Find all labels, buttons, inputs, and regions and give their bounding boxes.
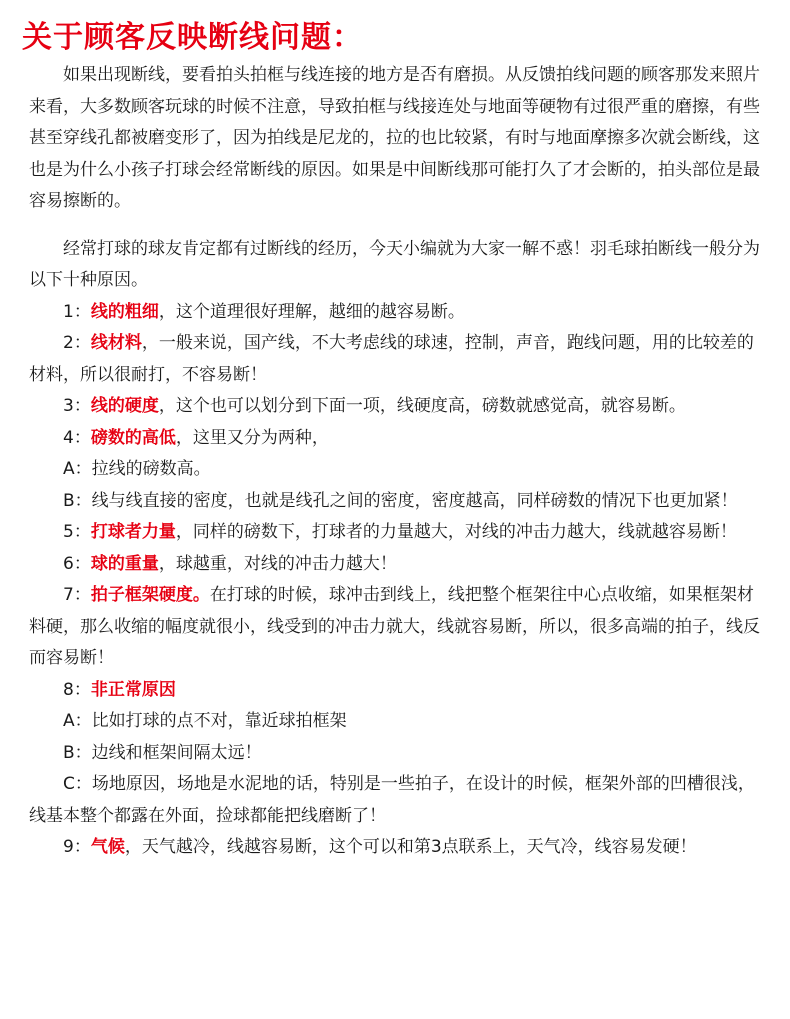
reason-keyword: 气候 bbox=[90, 837, 125, 857]
reason-number: 8： bbox=[63, 679, 91, 700]
reason-number: 2： bbox=[63, 333, 91, 353]
reason-keyword: 打球者力量 bbox=[90, 522, 176, 542]
reason-item-5 bbox=[29, 517, 769, 549]
reason-number: 4： bbox=[63, 427, 91, 448]
reason-text: ，这里又分为两种， bbox=[175, 427, 329, 448]
reason-4-sub-b: B：线与线直接的密度，也就是线孔之间的密度，密度越高，同样磅数的情况下也更加紧！ bbox=[63, 490, 738, 511]
reason-item-3 bbox=[29, 391, 769, 423]
reason-keyword: 磅数的高低 bbox=[90, 427, 176, 448]
reason-number: 9： bbox=[63, 837, 91, 857]
reason-keyword: 球的重量 bbox=[90, 553, 159, 574]
reason-4-sub-a: A：拉线的磅数高。 bbox=[63, 459, 211, 479]
reason-text: ，同样的磅数下，打球者的力量越大，对线的冲击力越大，线就越容易断！ bbox=[175, 522, 737, 542]
intro-paragraph: 如果出现断线，要看拍头拍框与线连接的地方是否有磨损。从反馈拍线问题的顾客那发来照片来看，大多数顾客玩球的时候不注意，导致拍框与线接连处与地面等硬物有过很严重的磨擦，有些甚至穿线孔都被磨变形了，因为拍线是尼龙的，拉的也比较紧，有时与地面摩擦多次就会断线，这也是为什么小孩子打球会经常断线的原因。如果是中间断线那可能打久了才会断的，拍头部位是最容易擦断的。 bbox=[29, 65, 760, 211]
page-title: 关于顾客反映断线问题： bbox=[22, 20, 363, 55]
reason-item-9 bbox=[29, 832, 769, 864]
reason-text: ，天气越冷，线越容易断，这个可以和第3点联系上，天气冷，线容易发硬！ bbox=[124, 837, 697, 857]
reason-text: ，球越重，对线的冲击力越大！ bbox=[158, 553, 397, 574]
reason-keyword: 线材料 bbox=[90, 333, 142, 353]
reason-keyword: 非正常原因 bbox=[90, 679, 176, 700]
reason-text: ，这个道理很好理解，越细的越容易断。 bbox=[158, 301, 465, 322]
reason-item-8 bbox=[29, 675, 769, 707]
reason-keyword: 拍子框架硬度。 bbox=[90, 585, 210, 605]
reason-keyword: 线的粗细 bbox=[90, 301, 159, 322]
reason-text: ，这个也可以划分到下面一项，线硬度高，磅数就感觉高，就容易断。 bbox=[158, 396, 686, 416]
reason-number: 7： bbox=[63, 585, 91, 605]
reason-number: 5： bbox=[63, 522, 91, 542]
reason-number: 3： bbox=[63, 396, 91, 416]
summary-paragraph: 经常打球的球友肯定都有过断线的经历，今天小编就为大家一解不惑！羽毛球拍断线一般分为以下十种原因。 bbox=[29, 238, 760, 290]
reason-keyword: 线的硬度 bbox=[90, 396, 159, 416]
reason-text: ，一般来说，国产线，不大考虑线的球速，控制，声音，跑线问题，用的比较差的材料，所以很耐打，不容易断！ bbox=[29, 333, 754, 385]
reason-item-6 bbox=[29, 549, 769, 581]
reason-8-sub-a: A：比如打球的点不对，靠近球拍框架 bbox=[63, 711, 347, 731]
reason-item-7 bbox=[29, 580, 769, 675]
reason-item-4 bbox=[29, 423, 769, 455]
reason-8-sub-c: C：场地原因，场地是水泥地的话，特别是一些拍子，在设计的时候，框架外部的凹槽很浅，线基本整个都露在外面，捡球都能把线磨断了！ bbox=[29, 774, 755, 826]
reason-number: 1： bbox=[63, 301, 91, 322]
reason-8-sub-b: B：边线和框架间隔太远！ bbox=[63, 742, 262, 763]
reason-item-2 bbox=[29, 328, 769, 391]
reason-item-1 bbox=[29, 297, 769, 329]
article-body bbox=[29, 60, 769, 864]
reason-number: 6： bbox=[63, 553, 91, 574]
reason-text: 在打球的时候，球冲击到线上，线把整个框架往中心点收缩，如果框架材料硬，那么收缩的幅度就很小，线受到的冲击力就大，线就容易断，所以，很多高端的拍子，线反而容易断！ bbox=[29, 585, 760, 668]
